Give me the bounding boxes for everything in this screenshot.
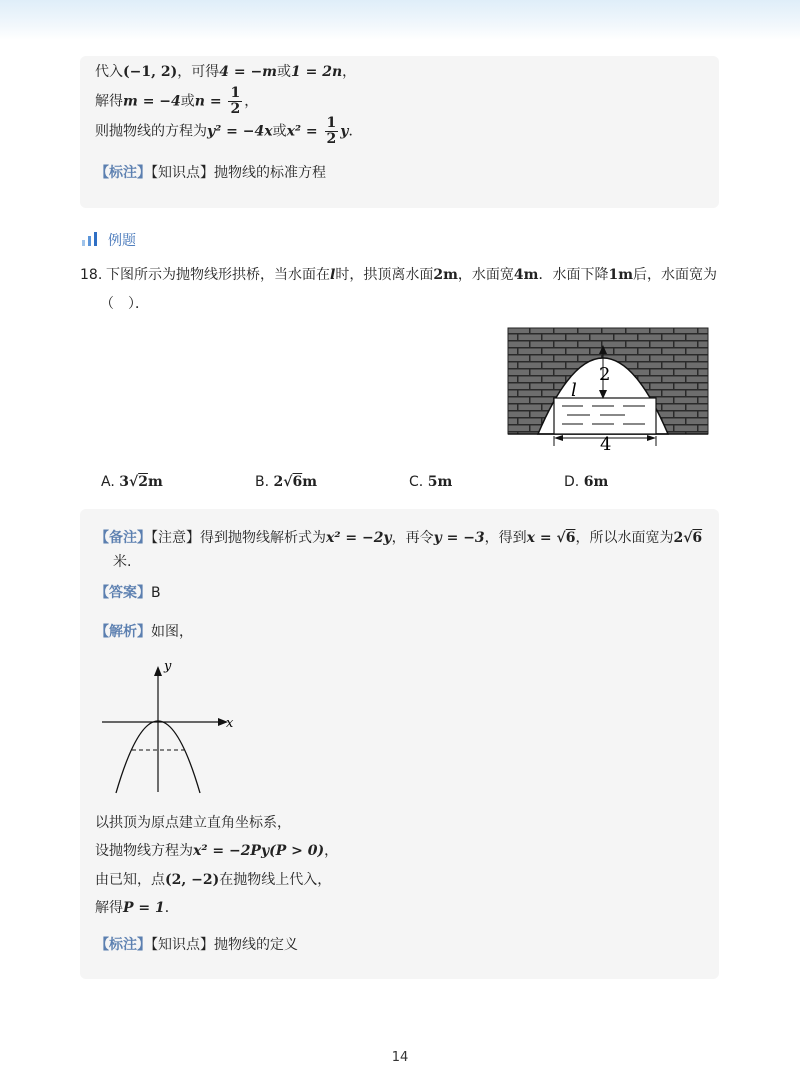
section-title: 例题 xyxy=(108,233,136,249)
question-math-var: l xyxy=(330,267,336,283)
y-axis-label: y xyxy=(164,659,172,674)
question-text-segment: ，水面宽 xyxy=(457,267,514,283)
line-label: l xyxy=(571,380,577,401)
answer-value: B xyxy=(151,585,161,601)
solution-line-1: 代入(−1, 2)，可得4 = −m或1 = 2n， xyxy=(95,64,357,80)
analysis-line: 【解析】如图， xyxy=(95,624,193,640)
question-text-segment: 时，拱顶离水面 xyxy=(335,267,434,283)
height-label: 2 xyxy=(599,364,611,385)
analysis-step-1: 以拱顶为原点建立直角坐标系， xyxy=(95,815,291,831)
analysis-step-4: 解得P = 1． xyxy=(95,900,179,916)
solution-line-2: 解得m = −4或n = $\frac{1}{2}$ ， xyxy=(95,85,259,117)
bridge-figure xyxy=(505,326,711,452)
water-surface xyxy=(554,398,656,434)
question-math-value: 2m xyxy=(433,267,458,283)
option-d[interactable]: D. 6m xyxy=(564,474,609,490)
bar-chart-icon xyxy=(81,231,99,247)
option-a[interactable]: A. 3√2m xyxy=(101,474,163,490)
question-math-value: 4m xyxy=(513,267,539,283)
note-tag: 【标注】 xyxy=(95,165,151,181)
question-text-segment: 下图所示为抛物线形拱桥，当水面在 xyxy=(106,267,330,283)
question-text-segment: 后，水面宽为 xyxy=(633,267,718,283)
width-label: 4 xyxy=(600,434,612,452)
analysis-step-2: 设抛物线方程为x² = −2Py(P > 0)， xyxy=(95,843,339,859)
fraction: $\frac{1}{2}$ xyxy=(230,85,241,117)
option-b[interactable]: B. 2√6m xyxy=(255,474,318,490)
answer-line: 【答案】B xyxy=(95,585,161,601)
question-blank: （ ）． xyxy=(100,296,149,312)
top-decoration-band xyxy=(0,0,800,40)
question-math-value: 1m xyxy=(608,267,634,283)
remark-line: 【备注】【注意】得到抛物线解析式为x² = −2y，再令y = −3，得到x = √6，所以水面宽为2√6 xyxy=(95,530,703,546)
analysis-step-3: 由已知，点(2, −2)在抛物线上代入， xyxy=(95,872,332,888)
question-text-segment: ．水面下降 xyxy=(538,267,609,283)
solution-line-3: 则抛物线的方程为y² = −4x或x² = $\frac{1}{2}$ y． xyxy=(95,115,363,147)
question-text xyxy=(106,265,717,285)
x-axis-label: x xyxy=(226,716,234,731)
knowledge-note-top: 【标注】【知识点】抛物线的标准方程 xyxy=(95,165,326,181)
option-c[interactable]: C. 5m xyxy=(409,474,453,490)
remark-line-tail: 米. xyxy=(113,554,132,570)
fraction: $\frac{1}{2}$ xyxy=(326,115,337,147)
parabola-graph xyxy=(100,658,240,798)
page-number: 14 xyxy=(391,1050,409,1065)
question-number: 18. xyxy=(80,267,103,283)
knowledge-note-bottom: 【标注】【知识点】抛物线的定义 xyxy=(95,937,298,953)
